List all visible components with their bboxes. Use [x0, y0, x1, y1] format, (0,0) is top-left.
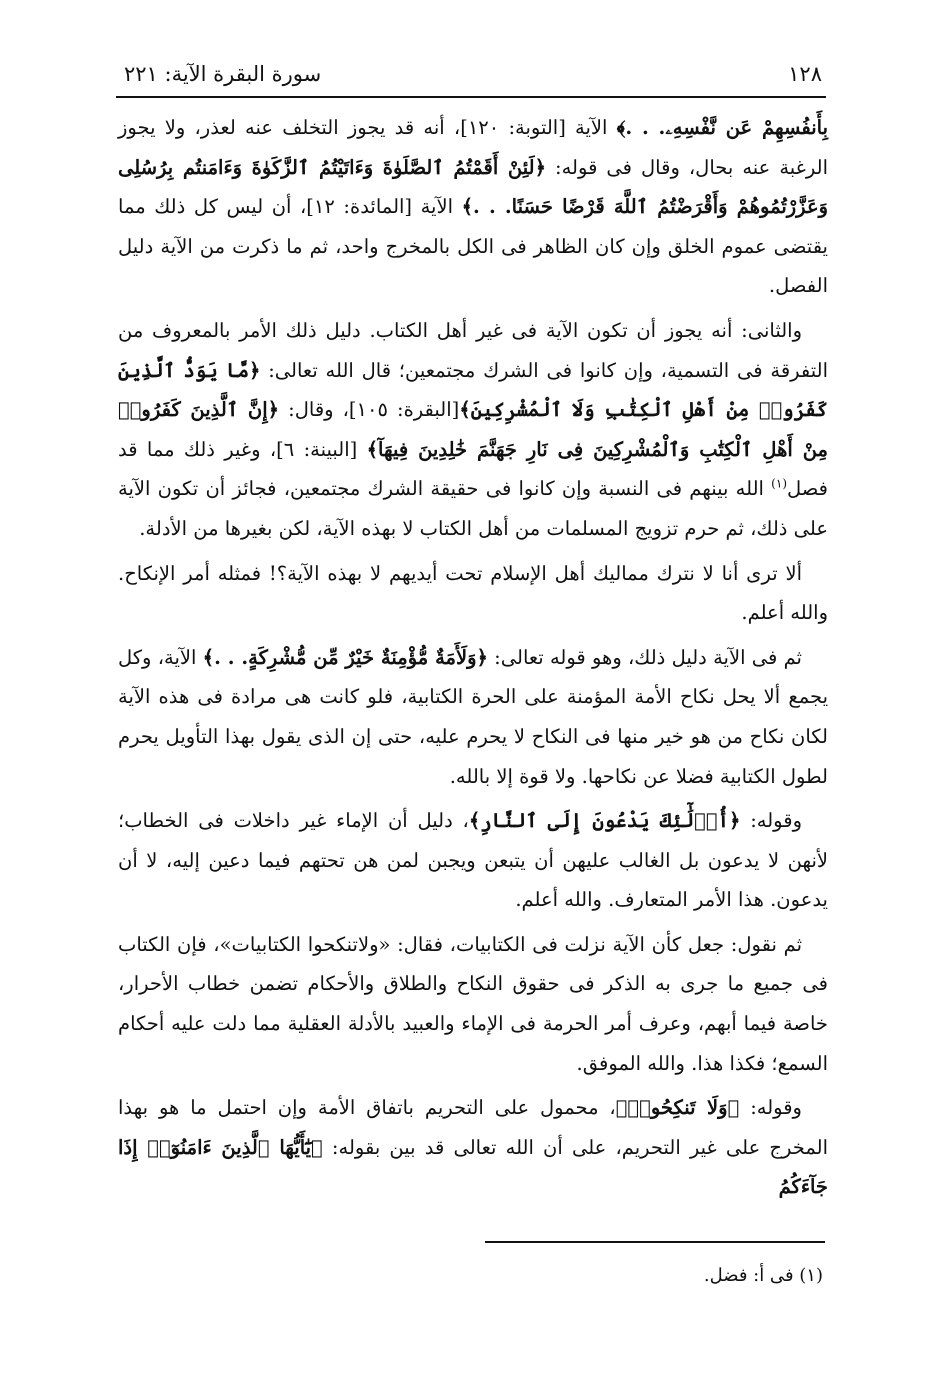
quran-quote: ﴿يَٰٓأَيُّهَا ٱلَّذِينَ ءَامَنُوٓا۟ إِذَا جَآءَكُمُ	[118, 1135, 828, 1199]
paragraph	[118, 108, 828, 306]
quran-quote: ﴿أُو۟لَٰٓئِكَ يَدْعُونَ إِلَى ٱلنَّارِ﴾	[468, 809, 741, 833]
text-segment: الآية [التوبة: ١٢٠]، أنه قد يجوز التخلف عنه لعذر، ولا يجوز الرغبة عنه بحال، وقال فى قوله:	[118, 116, 828, 179]
text-segment: ألا ترى أنا لا نترك مماليك أهل الإسلام تحت أيديهم لا بهذه الآية؟! فمثله أمر الإنكاح. والله أعلم.	[118, 561, 828, 625]
footnote: (١) فى أ: فضل.	[703, 1265, 823, 1286]
text-segment: ، دليل أن الإماء غير داخلات فى الخطاب؛ لأنهن لا يدعون بل الغالب عليهن أن يتبعن ويجبن لمن هن تحتهم فيما دعين إليه، لا أن يدعون. هذا الأمر المتعارف. والله أعلم.	[118, 809, 828, 912]
quran-quote: ﴿لَئِنْ أَقَمْتُمُ ٱلصَّلَوٰةَ وَءَاتَيْتُمُ ٱلزَّكَوٰةَ وَءَامَنتُم بِرُسُلِى وَعَزَّرْتُمُوهُمْ وَأَقْرَضْتُمُ ٱللَّهَ قَرْضًا حَسَنًا. . .﴾	[118, 155, 828, 219]
text-segment: ثم فى الآية دليل ذلك، وهو قوله تعالى:	[487, 645, 802, 669]
paragraph	[118, 311, 828, 549]
quran-quote: ﴿وَلَأَمَةٌ مُّؤْمِنَةٌ خَيْرٌ مِّن مُّشْرِكَةٍ. . .﴾	[202, 645, 488, 669]
quran-quote: ﴿وَلَا تَنكِحُوا۟﴾	[615, 1096, 740, 1120]
page-number: ١٢٨	[788, 62, 822, 86]
text-segment: [البينة: ٦]، وغير ذلك مما قد فصل	[118, 437, 828, 501]
quran-quote: ﴿مَّا يَوَدُّ ٱلَّذِينَ كَفَرُوا۟ مِنْ أَهْلِ ٱلْكِتَٰبِ وَلَا ٱلْمُشْرِكِينَ﴾	[118, 358, 829, 422]
main-text	[118, 108, 828, 1212]
running-title: سورة البقرة الآية: ٢٢١	[124, 62, 322, 86]
paragraph	[118, 638, 828, 796]
text-segment: وقوله:	[739, 1096, 802, 1120]
text-segment: ثم نقول: جعل كأن الآية نزلت فى الكتابيات، فقال: «ولاتنكحوا الكتابيات»، فإن الكتاب فى جميع ما جرى به الذكر فى حقوق النكاح والطلاق والأحكام تضمن خطاب الأحرار، خاصة فيما أبهم، وعرف أمر الحرمة فى الإماء والعبيد بالأدلة العقلية مما دلت عليه أحكام السمع؛ فكذا هذا. والله الموفق.	[118, 932, 828, 1075]
text-segment: الآية [المائدة: ١٢]، أن ليس كل ذلك مما يقتضى عموم الخلق وإن كان الظاهر فى الكل بالمخرج واحد، ثم ما ذكرت من الآية دليل الفصل.	[118, 195, 828, 298]
paragraph	[118, 1088, 828, 1207]
text-segment: الآية، وكل يجمع ألا يحل نكاح الأمة المؤمنة على الحرة الكتابية، فلو كانت هى مرادة فى هذه الآية لكان نكاح من هو خير منها فى النكاح لا يحرم عليه، حتى إن الذى يقول بهذا التأويل يحرم لطول الكتابية فضلا عن نكاحها. ولا قوة إلا بالله.	[118, 645, 828, 788]
quran-quote: ﴿إِنَّ ٱلَّذِينَ كَفَرُوا۟ مِنْ أَهْلِ ٱلْكِتَٰبِ وَٱلْمُشْرِكِينَ فِى نَارِ جَهَنَّمَ خَٰلِدِينَ فِيهَآ﴾	[118, 398, 828, 461]
footnote-marker: (١)	[771, 476, 787, 491]
text-segment: والثانى: أنه يجوز أن تكون الآية فى غير أهل الكتاب. دليل ذلك الأمر بالمعروف من التفرقة فى التسمية، وإن كانوا فى الشرك مجتمعين؛ قال الله تعالى:	[118, 318, 829, 382]
footnote-rule	[485, 1241, 825, 1243]
quran-quote: بِأَنفُسِهِمْ عَن نَّفْسِهِۦ. . .﴾	[616, 116, 828, 139]
page-header	[118, 58, 826, 94]
text-segment: ، محمول على التحريم باتفاق الأمة وإن احتمل ما هو بهذا المخرج على غير التحريم، على أن الله تعالى قد بين بقوله:	[118, 1096, 828, 1159]
text-segment: الله بينهم فى النسبة وإن كانوا فى حقيقة الشرك مجتمعين، فجائز أن تكون الآية على ذلك، ثم حرم تزويج المسلمات من أهل الكتاب لا بهذه الآية، لكن بغيرها من الأدلة.	[118, 477, 828, 540]
paragraph	[118, 801, 828, 920]
header-rule	[116, 96, 826, 98]
paragraph	[118, 925, 828, 1083]
text-segment: [البقرة: ١٠٥]، وقال:	[279, 398, 460, 422]
text-segment: وقوله:	[740, 809, 802, 833]
paragraph	[118, 554, 828, 633]
